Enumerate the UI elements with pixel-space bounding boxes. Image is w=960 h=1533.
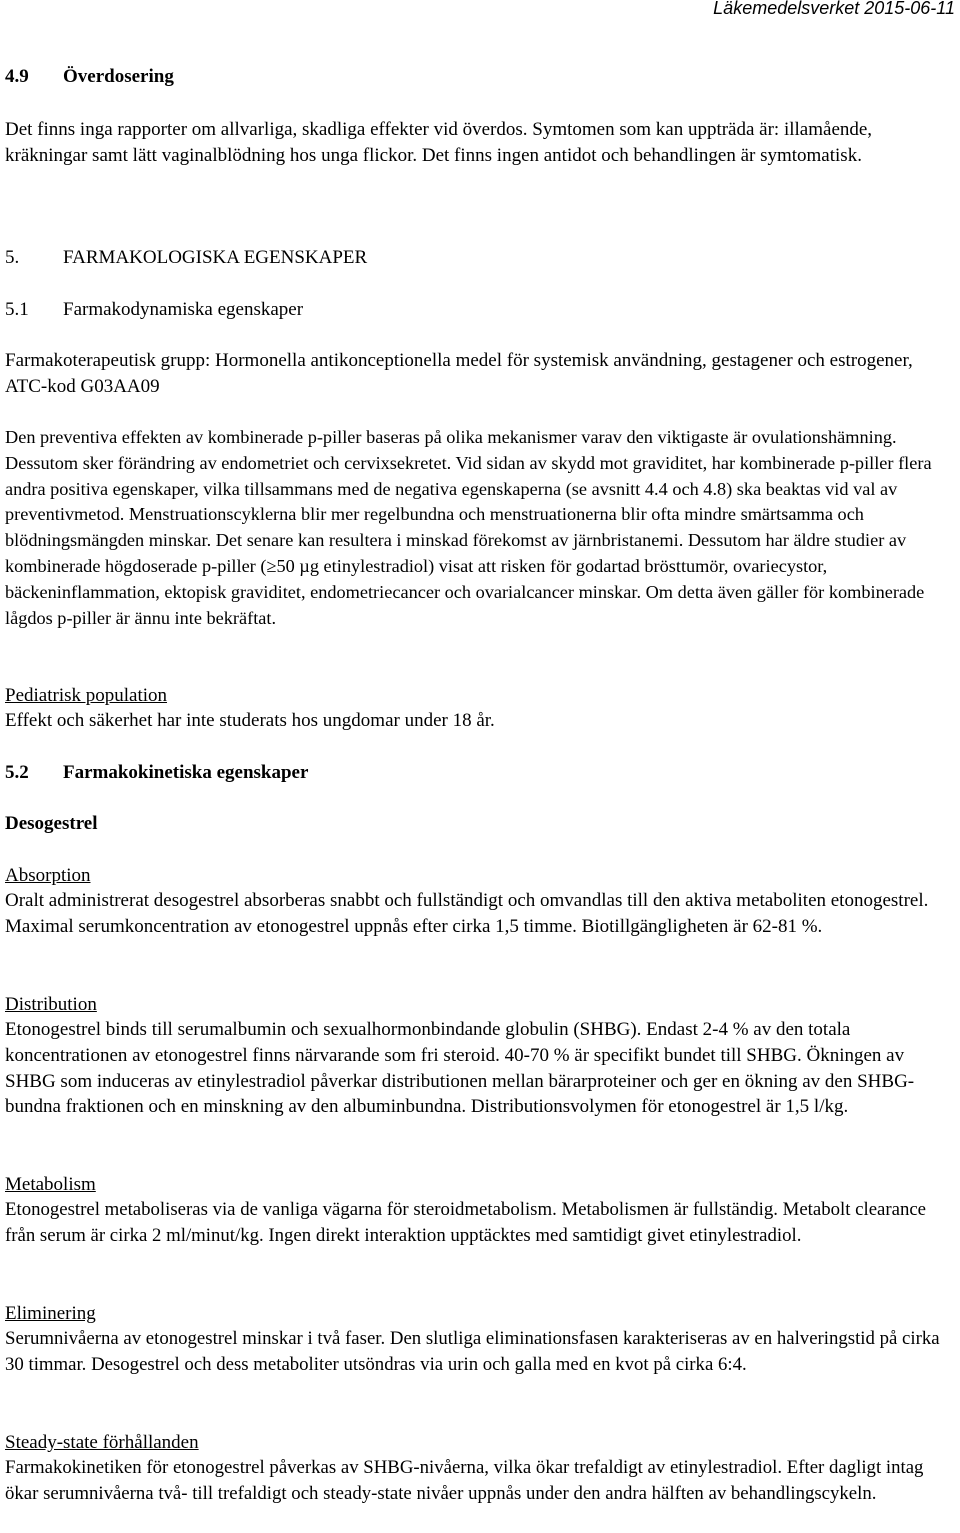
pediatric-paragraph: Effekt och säkerhet har inte studerats hos ungdomar under 18 år.	[5, 710, 495, 731]
distribution-subheading: Distribution	[5, 994, 97, 1015]
elimination-subheading: Eliminering	[5, 1303, 96, 1324]
page-header: Läkemedelsverket 2015-06-11	[713, 0, 955, 18]
pediatric-subheading: Pediatrisk population	[5, 685, 168, 706]
section-5-2-heading	[5, 760, 957, 786]
section-number: 5.	[5, 247, 20, 268]
section-title: Farmakodynamiska egenskaper	[63, 299, 304, 320]
section-number: 5.1	[5, 299, 29, 320]
absorption-paragraph: Oralt administrerat desogestrel absorberas snabbt och fullständigt och omvandlas till den aktiva metaboliten etonogestrel. Maximal serumkoncentration av etonogestrel uppnås efter cirka 1,5 timme. Biotillgängligheten är 62-81 %.	[5, 890, 929, 937]
atc-paragraph: Farmakoterapeutisk grupp: Hormonella antikonceptionella medel för systemisk användning, gestagener och estrogener, ATC-kod G03AA09	[5, 350, 913, 397]
elimination-paragraph: Serumnivåerna av etonogestrel minskar i två faser. Den slutliga eliminationsfasen karakteriseras av en halveringstid på cirka 30 timmar. Desogestrel och dess metaboliter utsöndras via urin och galla med en kvot på cirka 6:4.	[5, 1328, 940, 1375]
section-title: Farmakokinetiska egenskaper	[63, 762, 309, 783]
desogestrel-heading: Desogestrel	[5, 813, 98, 834]
section-5-heading	[5, 245, 957, 271]
metabolism-subheading: Metabolism	[5, 1174, 96, 1195]
distribution-paragraph: Etonogestrel binds till serumalbumin och sexualhormonbindande globulin (SHBG). Endast 2-4 % av den totala koncentrationen av etonogestrel finns närvarande som fri steroid. 40-70 % är specifikt bundet till SHBG. Ökningen av SHBG som induceras av etinylestradiol påverkar distributionen mellan bärarproteiner och ger en ökning av den SHBG-bundna fraktionen och en minskning av den albuminbundna. Distributionsvolymen för etonogestrel är 1,5 l/kg.	[5, 1019, 915, 1118]
absorption-subheading: Absorption	[5, 865, 91, 886]
section-title: Överdosering	[63, 66, 174, 87]
section-number: 4.9	[5, 66, 29, 87]
section-5-1-heading	[5, 297, 957, 323]
steady-state-paragraph: Farmakokinetiken för etonogestrel påverkas av SHBG-nivåerna, vilka ökar trefaldigt av etinylestradiol. Efter dagligt intag ökar serumnivåerna två- till trefaldigt och steady-state nivåer uppnås under den andra hälften av behandlingscykeln.	[5, 1457, 924, 1504]
section-4-9-heading	[5, 64, 957, 90]
section-number: 5.2	[5, 762, 29, 783]
section-title: FARMAKOLOGISKA EGENSKAPER	[63, 247, 368, 268]
metabolism-paragraph: Etonogestrel metaboliseras via de vanliga vägarna för steroidmetabolism. Metabolismen är fullständig. Metabolt clearance från serum är cirka 2 ml/minut/kg. Ingen direkt interaktion upptäcktes med samtidigt givet etinylestradiol.	[5, 1199, 927, 1246]
overdose-paragraph: Det finns inga rapporter om allvarliga, skadliga effekter vid överdos. Symtomen som kan uppträda är: illamående, kräkningar samt lätt vaginalblödning hos unga flickor. Det finns ingen antidot och behandlingen är symtomatisk.	[5, 119, 873, 166]
mechanism-paragraph: Den preventiva effekten av kombinerade p-piller baseras på olika mekanismer varav den viktigaste är ovulationshämning. Dessutom sker förändring av endometriet och cervixsekretet. Vid sidan av skydd mot graviditet, har kombinerade p-piller flera andra positiva egenskaper, vilka tillsammans med de negativa egenskaperna (se avsnitt 4.4 och 4.8) ska beaktas vid val av preventivmetod. Menstruationscyklerna blir mer regelbundna och menstruationerna blir ofta mindre smärtsamma och blödningsmängden minskar. Det senare kan resultera i minskad förekomst av järnbristanemi. Dessutom har äldre studier av kombinerade högdoserade p-piller (≥50 µg etinylestradiol) visat att risken för godartad brösttumör, ovariecystor, bäckeninflammation, ektopisk graviditet, endometriecancer och ovarialcancer minskar. Om detta även gäller för kombinerade lågdos p-piller är ännu inte bekräftat.	[5, 427, 932, 628]
steady-state-subheading: Steady-state förhållanden	[5, 1432, 199, 1453]
